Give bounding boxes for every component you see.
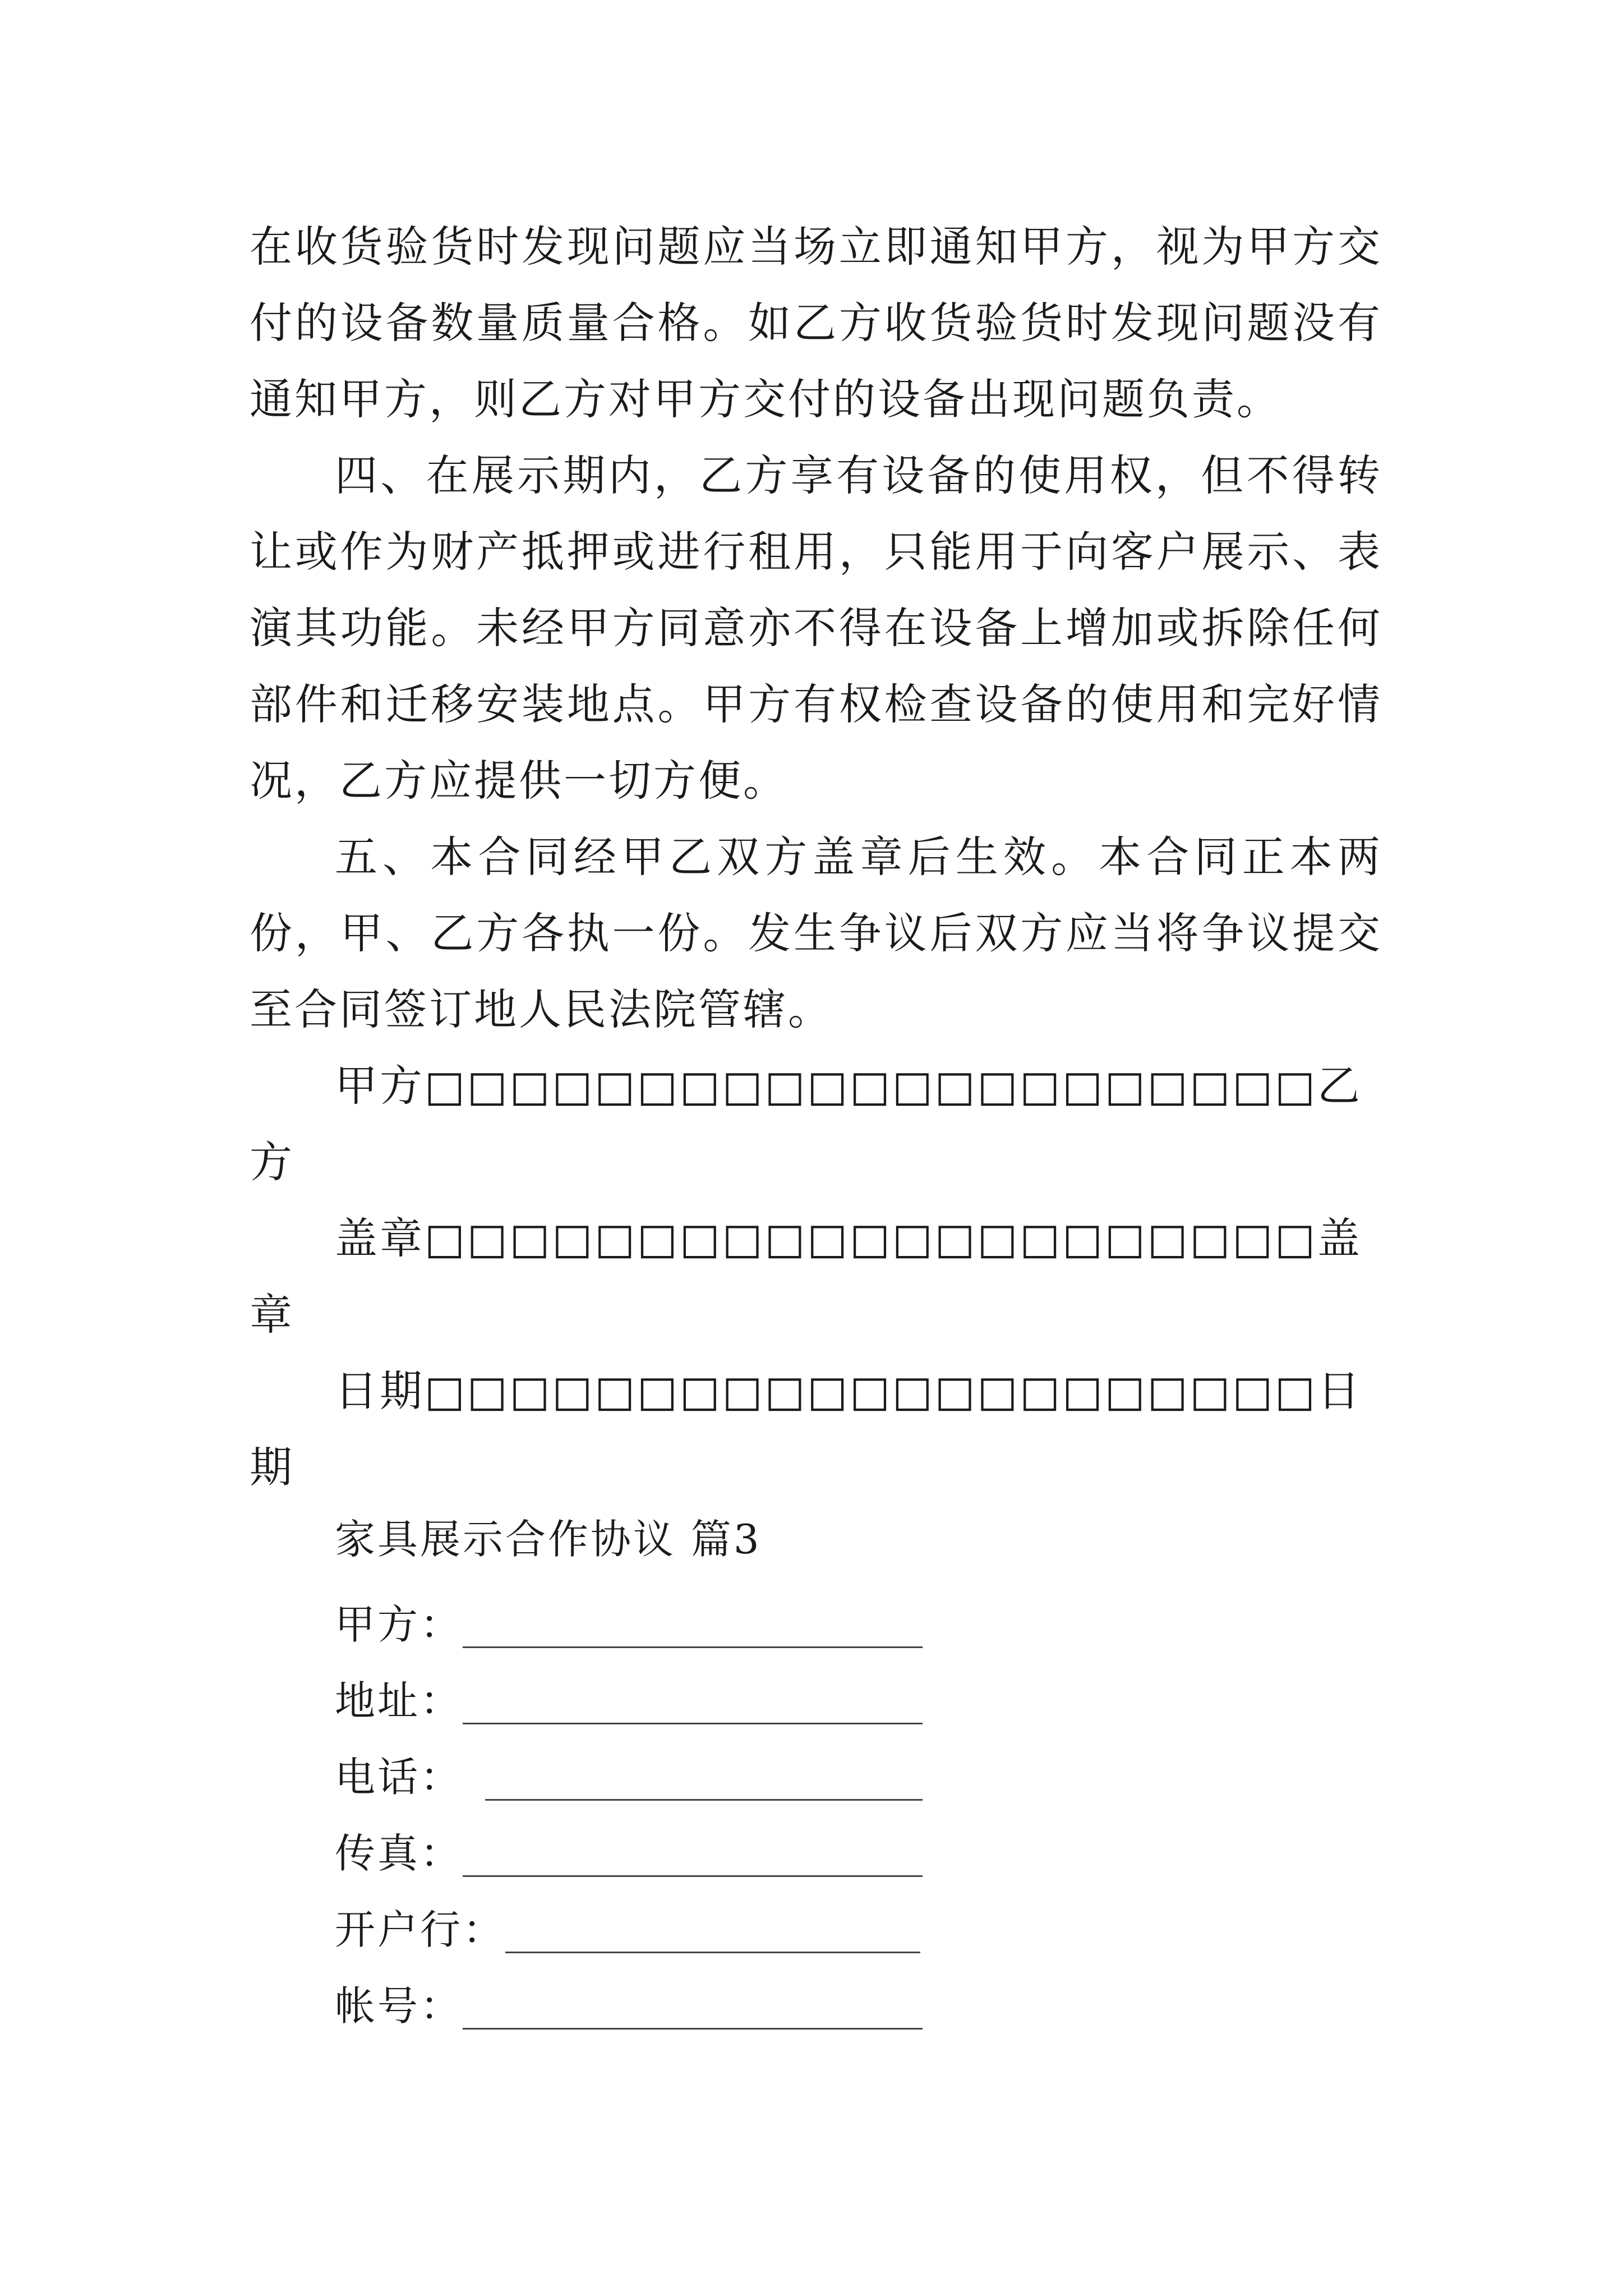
field-label: 传真：	[335, 1830, 463, 1877]
field-label: 地址：	[335, 1677, 463, 1724]
signature-seal-row	[250, 1200, 1382, 1353]
field-label: 电话：	[335, 1754, 463, 1801]
paragraph-text: 四、在展示期内，乙方享有设备的使用权，但不得转让或作为财产抵押或进行租用，只能用于向客户展示、表演其功能。未经甲方同意亦不得在设备上增加或拆除任何部件和迁移安装地点。甲方有权检查设备的使用和完好情况，乙方应提供一切方便。	[250, 450, 1382, 806]
party-a-blank-line[interactable]	[463, 1602, 923, 1648]
field-bank	[335, 1896, 920, 1963]
signature-party-row	[250, 1048, 1382, 1200]
paragraph-text: 五、本合同经甲乙双方盖章后生效。本合同正本两份，甲、乙方各执一份。发生争议后双方应当将争议提交至合同签订地人民法院管辖。	[250, 832, 1382, 1034]
phone-blank-line[interactable]	[485, 1754, 923, 1801]
signature-seal-text: 盖章□□□□□□□□□□□□□□□□□□□□□盖章	[250, 1213, 1362, 1340]
signature-party-text: 甲方□□□□□□□□□□□□□□□□□□□□□乙方	[250, 1061, 1362, 1187]
field-label: 开户行：	[335, 1906, 506, 1953]
paragraph-clause-5	[250, 819, 1382, 1048]
field-party-a	[335, 1591, 923, 1658]
fax-blank-line[interactable]	[463, 1830, 923, 1877]
paragraph-text: 在收货验货时发现问题应当场立即通知甲方，视为甲方交付的设备数量质量合格。如乙方收货验货时发现问题没有通知甲方，则乙方对甲方交付的设备出现问题负责。	[250, 222, 1382, 424]
bank-blank-line[interactable]	[505, 1907, 920, 1953]
account-blank-line[interactable]	[463, 1983, 923, 2030]
field-fax	[335, 1820, 923, 1887]
field-label: 甲方：	[335, 1601, 463, 1648]
paragraph-clause-4	[250, 438, 1382, 819]
signature-date-text: 日期□□□□□□□□□□□□□□□□□□□□□日期	[250, 1366, 1362, 1492]
field-phone	[335, 1743, 923, 1811]
field-account	[335, 1972, 923, 2040]
signature-date-row	[250, 1353, 1382, 1506]
field-address	[335, 1667, 923, 1734]
address-blank-line[interactable]	[463, 1678, 923, 1724]
field-label: 帐号：	[335, 1982, 463, 2030]
paragraph-inspection	[250, 209, 1382, 438]
section-heading: 家具展示合作协议 篇3	[335, 1516, 762, 1563]
